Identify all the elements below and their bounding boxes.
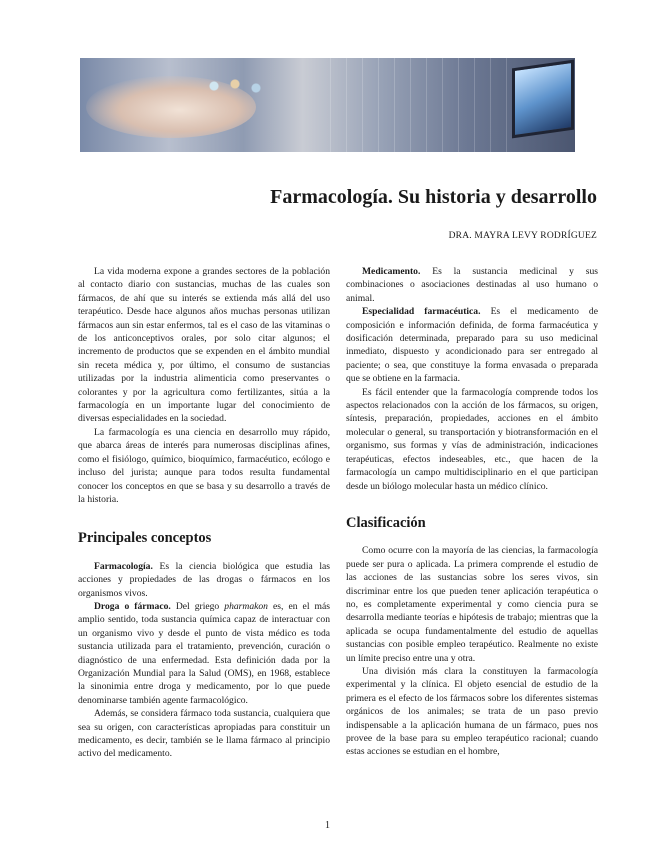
definition-especialidad [346,305,598,385]
paragraph-ademas: Además, se considera fármaco toda sustancia, cualquiera que sea su origen, con características apropiadas para constituir un medicamento, es decir, también se le llama fármaco al principio activo del medicamento. [78,708,330,760]
banner-grid-overlay [330,58,510,152]
paragraph-clasificacion-2: Una división más clara la constituyen la farmacología experimental y la clínica. El objeto esencial de estudio de la primera es el efecto de los fármacos sobre los diferentes sistemas orgánicos de los animales; se trata de un paso previo indispensable a la aplicación humana de un fármaco, pues nos provee de la base para su empleo terapéutico racional; cuando estas acciones se estudian en el hombre, [346,665,598,758]
banner-pills-photo [200,76,270,96]
banner-computer-screen [512,60,574,139]
intro-paragraph-1: La vida moderna expone a grandes sectores de la población al contacto diario con sustancias, muchas de las cuales son fármacos, de ahí que su interés se extienda más allá del uso terapéutico. Desde hace algunos años muchas personas utilizan fármacos aun sin estar enfermos, tal es el caso de las vitaminas o de los anticonceptivos orales, por solo citar algunos; el incremento de productos que se expenden en el ámbito mundial sin receta médica y, por último, el consumo de sustancias utilizadas por la industria alimenticia como preservantes o colorantes y por la agricultura como fertilizantes, sitúa a la farmacología en un importante lugar del conocimiento de diversas especialidades en la sociedad. [78,266,330,425]
definition-medicamento-text: Es la sustancia medicinal y sus combinaciones o asociaciones destinadas al uso humano o animal. [346,266,598,304]
definition-farmacologia-text: Es la ciencia biológica que estudia las acciones y propiedades de las drogas o fármacos en los organismos vivos. [78,560,330,599]
term-medicamento: Medicamento. [362,266,421,277]
term-especialidad: Especialidad farmacéutica. [362,306,481,318]
section-heading-principales-conceptos: Principales conceptos [78,530,212,547]
paragraph-clasificacion-1: Como ocurre con la mayoría de las ciencias, la farmacología puede ser pura o aplicada. La primera comprende el estudio de las acciones de las sustancias sobre los seres vivos, sin discriminar entre los que pueden tener aplicación terapéutica o no, es completamente experimental y como ciencia pura se desarrolla mediante teorías e hipótesis de trabajo; mientras que la aplicada se ocupa fundamentalmente del estudio de aquellas sustancias con posible empleo terapéutico. Realmente no existe un límite preciso entre una y otra. [346,545,598,664]
term-farmacologia: Farmacología. [94,560,153,572]
left-column [78,265,330,761]
chapter-banner-image [80,58,575,152]
page-number: 1 [325,820,330,831]
definition-droga [78,600,330,707]
definition-droga-text-a: Del griego [170,600,225,612]
definition-droga-text-b: es, en el más amplio sentido, toda sustancia química capaz de interactuar con un organismo vivo y desde el punto de vista médico es toda sustancia utilizada para el tratamiento, prevención, curación o diagnóstico de una enfermedad. Esta definición dada por la Organización Mundial para la Salud (OMS), en 1968, establece la sinonimia entre droga y medicamento, por lo que puede denominarse también agente farmacológico. [78,600,330,706]
term-droga: Droga o fármaco. [94,600,171,612]
term-pharmakon: pharmakon [224,600,268,612]
chapter-title: Farmacología. Su historia y desarrollo [270,186,597,208]
right-column [346,265,598,759]
definition-medicamento [346,265,598,305]
definition-farmacologia [78,560,330,600]
section-heading-clasificacion: Clasificación [346,514,426,531]
chapter-author: DRA. MAYRA LEVY RODRÍGUEZ [448,231,597,241]
paragraph-es-facil: Es fácil entender que la farmacología comprende todos los aspectos relacionados con la acción de los fármacos, su origen, síntesis, preparación, propiedades, acciones en el ámbito molecular o general, su transportación y biotransformación en el organismo, sus formas y vías de administración, indicaciones terapéuticas, efectos indeseables, etc., que hacen de la farmacología un campo multidisciplinario en el que participan desde un biólogo molecular hasta un médico clínico. [346,386,598,492]
definition-especialidad-text: Es el medicamento de composición e información definida, de forma farmacéutica y dosificación determinada, preparado para su uso medicinal inmediato, dispuesto y acondicionado para ser entregado al paciente; o sea, que constituye la forma envasada o preparada que se obtiene en la farmacia. [346,306,598,385]
intro-paragraph-2: La farmacología es una ciencia en desarrollo muy rápido, que abarca áreas de interés para numerosas disciplinas afines, como el fisiólogo, químico, bioquímico, farmacéutico, ecólogo e incluso del jurista; aunque para todos resulta fundamental conocer los conceptos en que se basa y su desarrollo a través de la historia. [78,426,330,505]
